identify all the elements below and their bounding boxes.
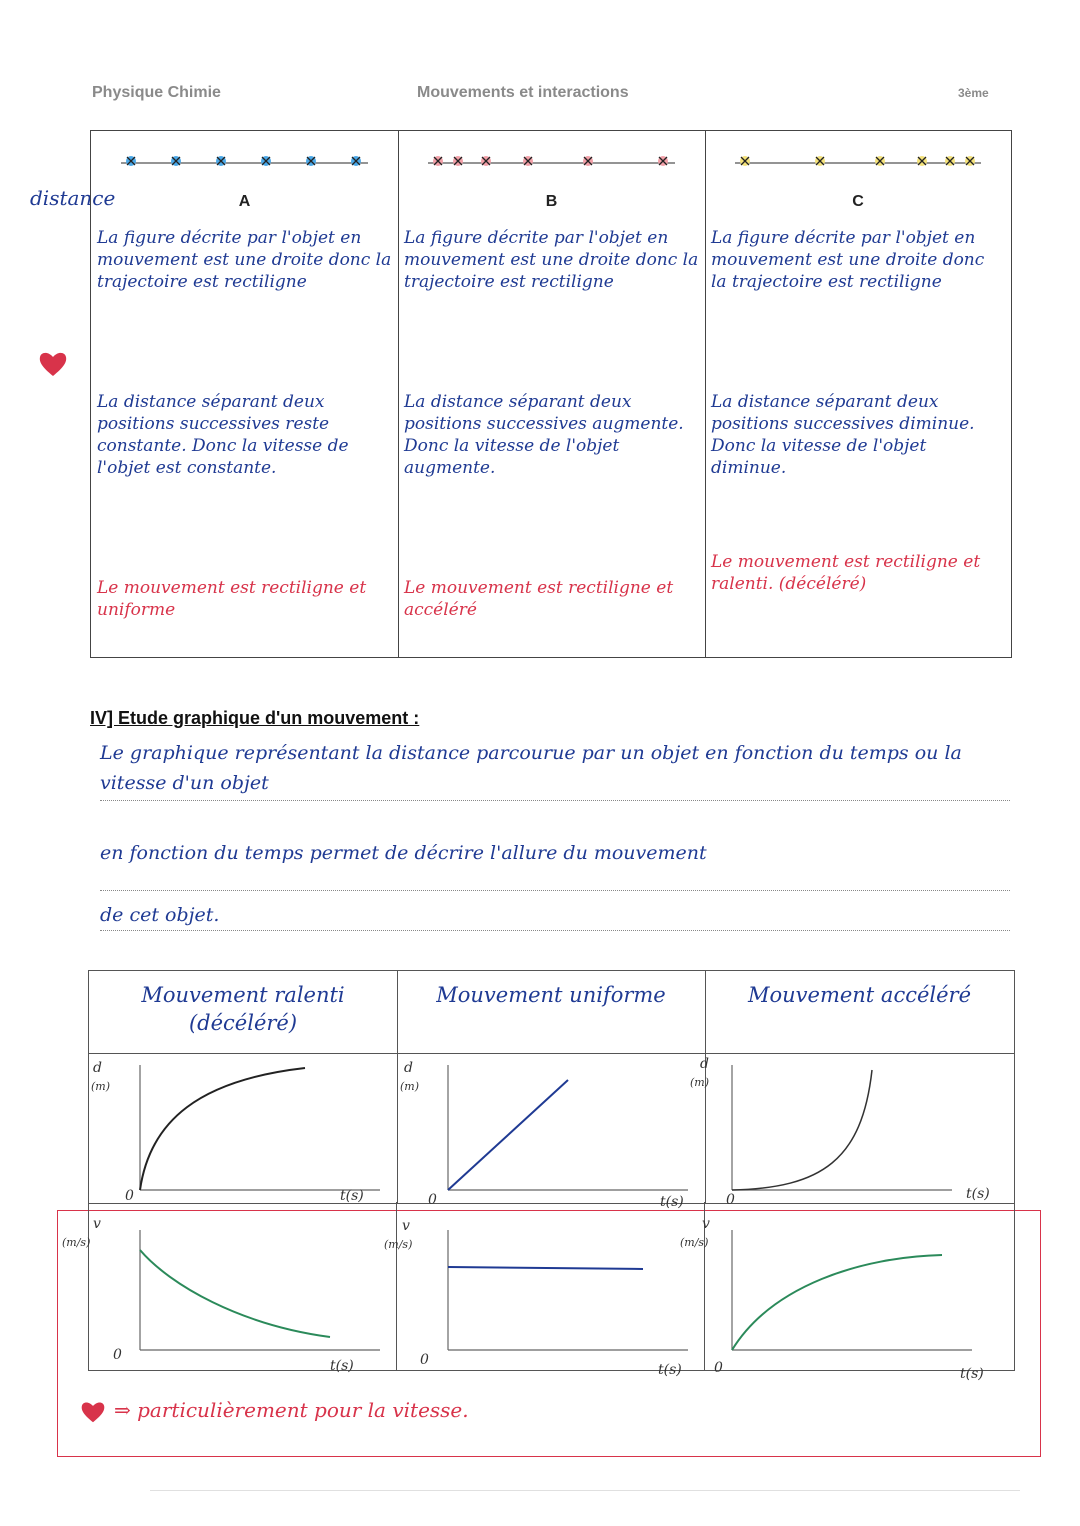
column-a-speed-text: La distance séparant deux positions successives reste constante. Donc la vitesse de l'objet est constante. xyxy=(97,392,349,478)
d-axis-unit-1: (m) xyxy=(91,1080,111,1093)
d-axis-unit-3: (m) xyxy=(690,1076,710,1089)
column-c-speed-text: La distance séparant deux positions successives diminue. Donc la vitesse de l'objet diminue. xyxy=(711,392,975,478)
column-c xyxy=(705,131,1011,657)
subject-header: Physique Chimie xyxy=(92,84,221,101)
origin-label-5: 0 xyxy=(420,1352,429,1368)
v-axis-unit-2: (m/s) xyxy=(384,1238,413,1251)
ruled-line xyxy=(100,890,1010,891)
column-b-letter: B xyxy=(545,193,558,210)
trajectory-table xyxy=(90,130,1012,658)
v-axis-unit-3: (m/s) xyxy=(680,1236,709,1249)
trajectory-a-diagram xyxy=(121,153,368,171)
d-axis-label-3: d xyxy=(700,1056,709,1072)
origin-label-3: 0 xyxy=(726,1192,735,1208)
trajectory-b-diagram xyxy=(428,153,675,171)
origin-label-2: 0 xyxy=(428,1192,437,1208)
column-c-trajectory-text: La figure décrite par l'objet en mouvement est une droite donc la trajectoire est rectiligne xyxy=(711,228,985,292)
v-axis-label-3: v xyxy=(702,1216,710,1232)
column-b-speed-text: La distance séparant deux positions successives augmente. Donc la vitesse de l'objet augmente. xyxy=(404,392,684,478)
velocity-table-divider xyxy=(396,1202,397,1370)
v-axis-label-1: v xyxy=(93,1216,101,1232)
ruled-line xyxy=(100,930,1010,931)
column-c-letter: C xyxy=(852,193,864,210)
section-title: IV] Etude graphique d'un mouvement : xyxy=(90,708,420,728)
v-axis-unit-1: (m/s) xyxy=(62,1236,91,1249)
graph-title-uniforme: Mouvement uniforme xyxy=(436,983,666,1007)
page-bottom-rule xyxy=(150,1490,1020,1491)
graph-table-divider xyxy=(89,1053,1014,1054)
margin-note-distance: distance xyxy=(30,186,116,210)
graph-title-accelere: Mouvement accéléré xyxy=(747,983,972,1007)
graph-title-ralenti: Mouvement ralenti (décéléré) xyxy=(141,983,345,1035)
distance-graph-ralenti xyxy=(120,1060,390,1200)
column-a xyxy=(91,131,399,657)
ruled-line xyxy=(100,800,1010,801)
distance-graph-accelere xyxy=(712,1060,982,1200)
footnote-text: ⇒ particulièrement pour la vitesse. xyxy=(114,1398,469,1422)
trajectory-c-diagram xyxy=(735,153,981,171)
section-text-1-content: Le graphique représentant la distance parcourue par un objet en fonction du temps ou la vitesse d'un objet xyxy=(100,742,962,794)
section-text-2: en fonction du temps permet de décrire l'allure du mouvement xyxy=(100,842,707,864)
velocity-graph-ralenti xyxy=(120,1225,390,1360)
t-axis-label-5: t(s) xyxy=(658,1362,682,1378)
column-a-letter: A xyxy=(238,193,251,210)
chapter-header: Mouvements et interactions xyxy=(417,84,629,101)
origin-label-6: 0 xyxy=(714,1360,723,1376)
origin-label-1: 0 xyxy=(125,1188,134,1204)
column-b-conclusion: Le mouvement est rectiligne et accéléré xyxy=(404,578,674,620)
column-a-trajectory-text: La figure décrite par l'objet en mouvement est une droite donc la trajectoire est rectiligne xyxy=(97,228,392,292)
t-axis-label-4: t(s) xyxy=(330,1358,354,1374)
section-text-1 xyxy=(100,738,1010,798)
t-axis-label-2: t(s) xyxy=(660,1194,684,1210)
column-a-conclusion: Le mouvement est rectiligne et uniforme xyxy=(97,578,367,620)
column-c-conclusion: Le mouvement est rectiligne et ralenti. (décéléré) xyxy=(711,552,981,594)
velocity-graph-uniforme xyxy=(428,1225,698,1360)
origin-label-4: 0 xyxy=(113,1347,122,1363)
distance-graph-uniforme xyxy=(428,1060,698,1200)
t-axis-label-3: t(s) xyxy=(966,1186,990,1202)
d-axis-unit-2: (m) xyxy=(400,1080,420,1093)
t-axis-label-6: t(s) xyxy=(960,1366,984,1382)
velocity-graph-accelere xyxy=(712,1225,982,1360)
heart-icon xyxy=(80,1400,106,1424)
d-axis-label-2: d xyxy=(404,1060,413,1076)
v-axis-label-2: v xyxy=(402,1218,410,1234)
section-text-3: de cet objet. xyxy=(100,904,220,926)
heart-icon xyxy=(38,350,68,378)
column-b-trajectory-text: La figure décrite par l'objet en mouvement est une droite donc la trajectoire est rectiligne xyxy=(404,228,699,292)
column-b xyxy=(398,131,706,657)
grade-header: 3ème xyxy=(958,86,989,100)
t-axis-label-1: t(s) xyxy=(340,1188,364,1204)
d-axis-label-1: d xyxy=(93,1060,102,1076)
